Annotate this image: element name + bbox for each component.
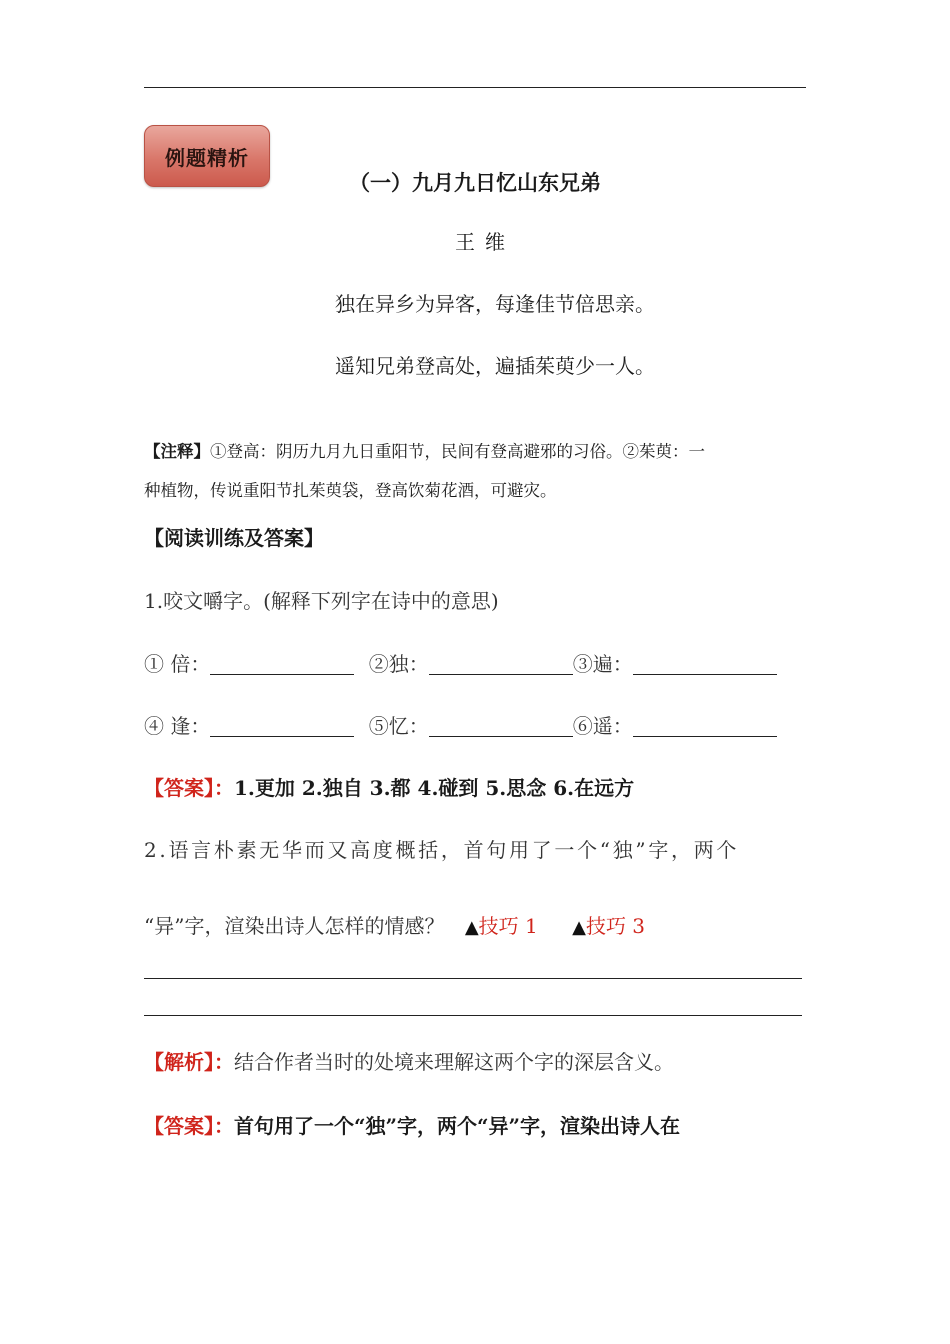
header-rule [144, 87, 806, 88]
q2-prompt-text-2: “异”字，渲染出诗人怎样的情感？ [144, 914, 445, 938]
poem-line-1: 独在异乡为异客，每逢佳节倍思亲。 [335, 292, 655, 316]
q1-item-6: ⑥遥： [572, 714, 633, 738]
triangle-icon: ▲ [464, 917, 479, 938]
q1-row-1 [144, 648, 777, 677]
q2-analysis-tag: 【解析】： [144, 1050, 234, 1074]
q1-item-4: ④ 逢： [144, 714, 211, 738]
q1-item-2: ②独： [368, 652, 429, 676]
section-heading: 【阅读训练及答案】 [144, 526, 324, 550]
q1-item-1: ① 倍： [144, 652, 211, 676]
notes-line-2: 种植物，传说重阳节扎茱萸袋，登高饮菊花酒，可避灾。 [144, 481, 557, 500]
q1-answer-text: 1.更加 2.独自 3.都 4.碰到 5.思念 6.在远方 [234, 776, 635, 800]
q1-blank-4[interactable] [210, 716, 354, 737]
q1-blank-1[interactable] [210, 654, 354, 675]
poem-author: 王维 [455, 230, 515, 254]
q1-answer [144, 772, 634, 801]
tip-1-label: 技巧 1 [478, 914, 538, 938]
notes-text-1: ①登高：阴历九月九日重阳节，民间有登高避邪的习俗。②茱萸：一 [210, 442, 705, 461]
triangle-icon: ▲ [572, 917, 586, 938]
notes-tag: 【注释】 [144, 442, 210, 461]
q1-prompt: 1.咬文嚼字。(解释下列字在诗中的意思) [144, 589, 499, 613]
q2-answer-text: 首句用了一个“独”字，两个“异”字，渲染出诗人在 [234, 1114, 681, 1138]
answer-line-1[interactable] [144, 978, 802, 979]
example-badge: 例题精析 [144, 125, 270, 187]
q1-blank-5[interactable] [429, 716, 573, 737]
q2-prompt-line-2 [144, 910, 645, 939]
poem-title: （一）九月九日忆山东兄弟 [349, 171, 601, 195]
answer-line-2[interactable] [144, 1015, 802, 1016]
q1-row-2 [144, 710, 777, 739]
notes-line-1 [144, 438, 705, 462]
q2-answer [144, 1110, 680, 1139]
q1-blank-3[interactable] [633, 654, 777, 675]
q1-blank-6[interactable] [633, 716, 777, 737]
q2-analysis-text: 结合作者当时的处境来理解这两个字的深层含义。 [234, 1050, 674, 1074]
q1-blank-2[interactable] [429, 654, 573, 675]
q1-item-5: ⑤忆： [368, 714, 429, 738]
q2-prompt-line-1: 2.语言朴素无华而又高度概括，首句用了一个“独”字，两个 [144, 838, 740, 862]
q1-item-3: ③遍： [572, 652, 633, 676]
q2-analysis [144, 1046, 674, 1075]
q1-answer-tag: 【答案】： [144, 776, 234, 800]
tip-3-label: 技巧 3 [585, 914, 646, 938]
q2-answer-tag: 【答案】： [144, 1114, 234, 1138]
poem-line-2: 遥知兄弟登高处，遍插茱萸少一人。 [335, 354, 655, 378]
